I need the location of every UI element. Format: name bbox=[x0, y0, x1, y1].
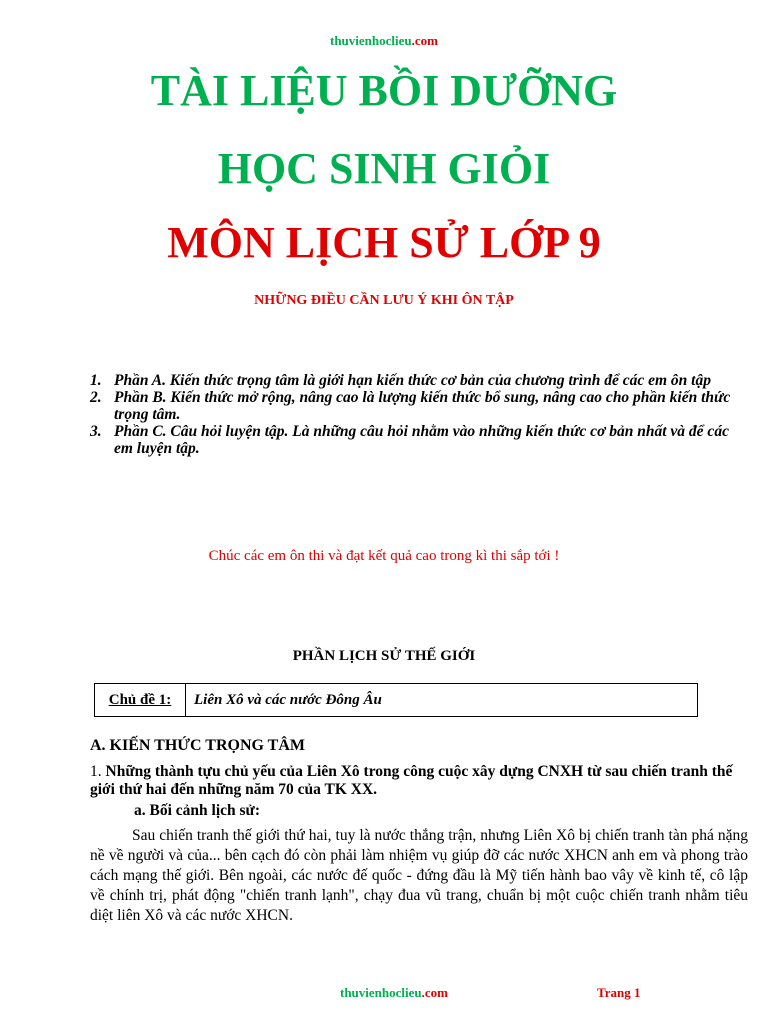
wish-text: Chúc các em ôn thi và đạt kết quả cao trong kì thi sắp tới ! bbox=[208, 548, 560, 564]
header-site-name: thuvienhoclieu bbox=[330, 33, 412, 48]
header-site-tld: .com bbox=[411, 33, 438, 48]
context-paragraph bbox=[90, 826, 748, 926]
question-1 bbox=[90, 763, 750, 799]
list-item bbox=[90, 389, 750, 423]
topic-box bbox=[94, 683, 698, 717]
page-number: Trang 1 bbox=[597, 985, 641, 1000]
list-item-text: Phần B. Kiến thức mở rộng, nâng cao là lượng kiến thức bổ sung, nâng cao cho phần kiến thức trọng tâm. bbox=[114, 389, 731, 423]
title-line-3: MÔN LỊCH SỬ LỚP 9 bbox=[167, 218, 601, 267]
question-1-text: Những thành tựu chủ yếu của Liên Xô trong công cuộc xây dựng CNXH từ sau chiến tranh thế giới thứ hai đến những năm 70 của TK XX. bbox=[90, 763, 733, 798]
list-item-number: 3. bbox=[90, 423, 102, 440]
title-line-2: HỌC SINH GIỎI bbox=[217, 144, 551, 193]
topic-title: Liên Xô và các nước Đông Âu bbox=[194, 691, 382, 708]
topic-label: Chủ đề 1: bbox=[95, 684, 186, 716]
footer-site-tld: .com bbox=[421, 985, 448, 1000]
title-line-1: TÀI LIỆU BỒI DƯỠNG bbox=[150, 66, 618, 115]
list-item-text: Phần A. Kiến thức trọng tâm là giới hạn kiến thức cơ bản của chương trình để các em ôn tập bbox=[114, 372, 711, 389]
paragraph-text: Sau chiến tranh thế giới thứ hai, tuy là nước thắng trận, nhưng Liên Xô bị chiến tranh tàn phá nặng nề về người và của... bên cạch đó còn phải làm nhiệm vụ giúp đỡ các nước XHCN anh em và phong trào cách mạng thế giới. Bên ngoài, các nước đế quốc - đứng đầu là Mỹ tiến hành bao vây về kinh tế, cô lập về chính trị, phát động "chiến tranh lạnh", chạy đua vũ trang, chuẩn bị một cuộc chiến tranh nhằm tiêu diệt liên Xô và các nước XHCN. bbox=[90, 827, 748, 924]
subtitle: NHỮNG ĐIỀU CẦN LƯU Ý KHI ÔN TẬP bbox=[254, 293, 514, 308]
list-item-number: 2. bbox=[90, 389, 102, 406]
list-item-text: Phần C. Câu hỏi luyện tập. Là những câu hỏi nhằm vào những kiến thức cơ bản nhất và để các em luyện tập. bbox=[114, 423, 729, 457]
header-site-link[interactable] bbox=[0, 33, 768, 49]
list-item-number: 1. bbox=[90, 372, 102, 389]
sub-heading-a: a. Bối cảnh lịch sử: bbox=[134, 802, 260, 819]
notes-list bbox=[90, 372, 750, 457]
list-item bbox=[90, 372, 750, 389]
part-a-heading: A. KIẾN THỨC TRỌNG TÂM bbox=[90, 737, 305, 754]
list-item bbox=[90, 423, 750, 457]
question-1-number: 1. bbox=[90, 763, 102, 780]
footer-site-name: thuvienhoclieu bbox=[340, 985, 422, 1000]
footer-site-link[interactable] bbox=[340, 985, 448, 1001]
section-title: PHẦN LỊCH SỬ THẾ GIỚI bbox=[292, 648, 476, 664]
